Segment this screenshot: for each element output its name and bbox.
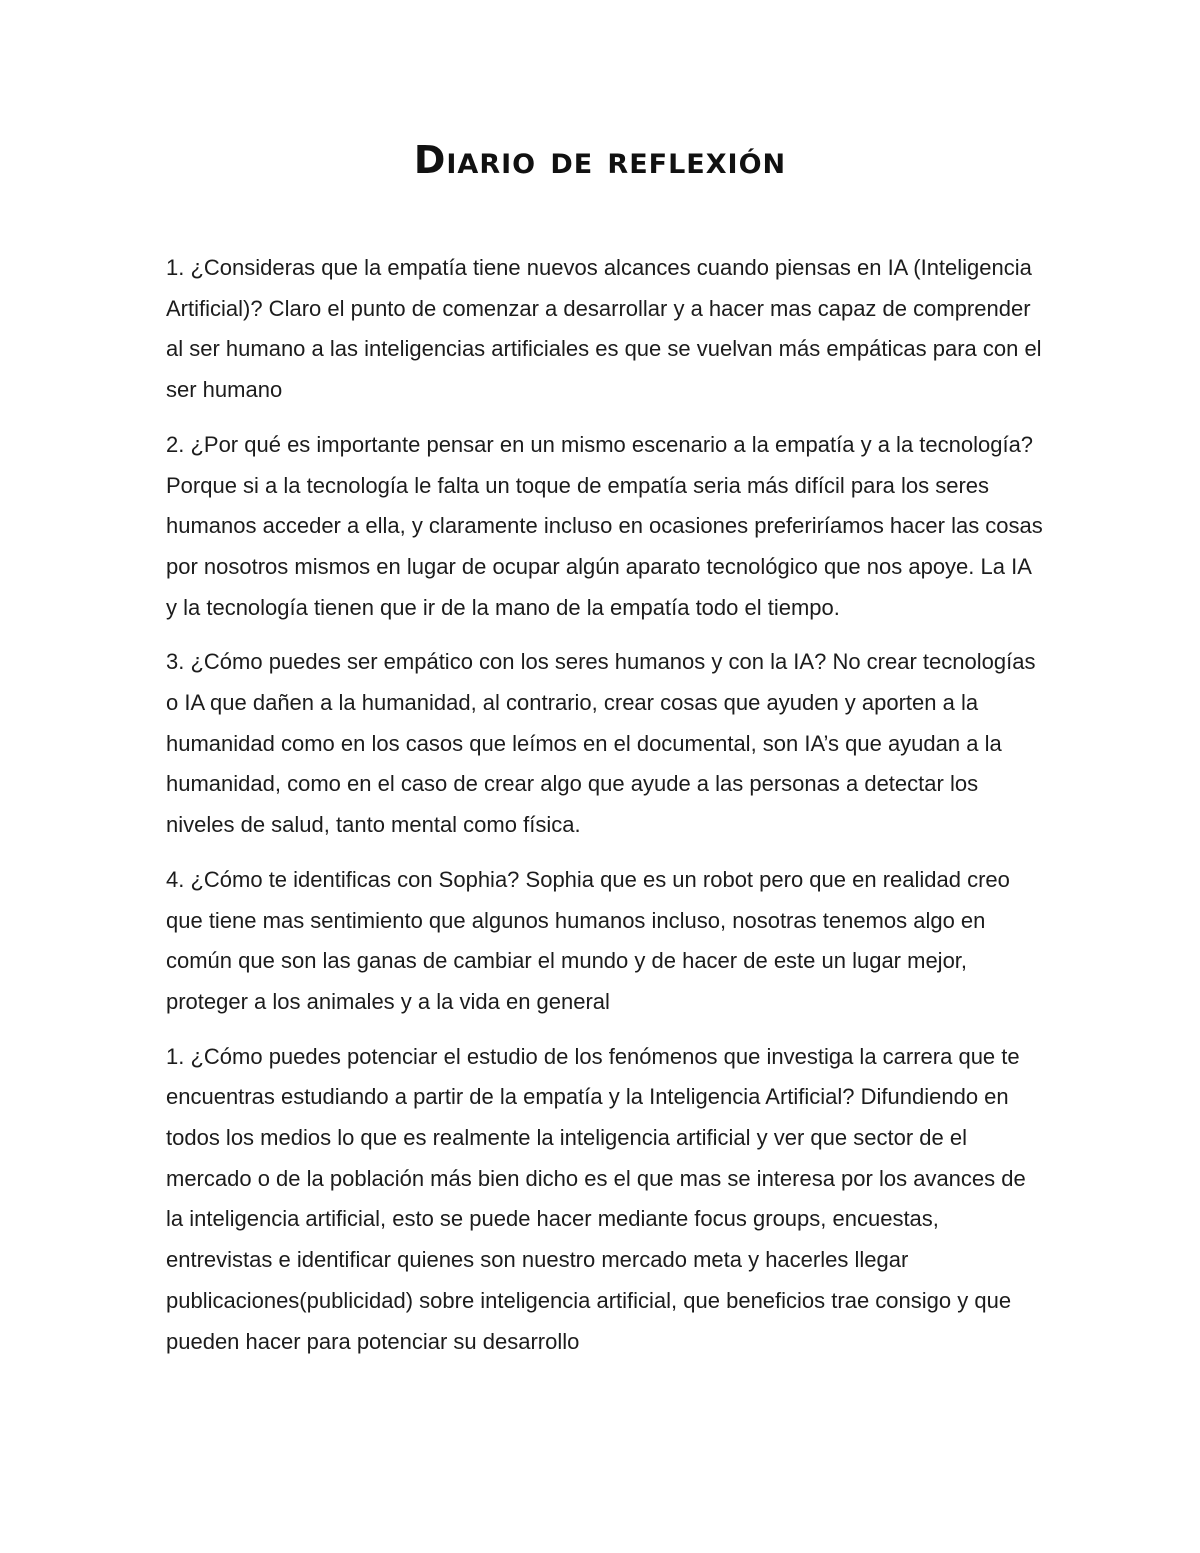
paragraph-question-1: 1. ¿Consideras que la empatía tiene nuevos alcances cuando piensas en IA (Inteligencia Artificial)? Claro el punto de comenzar a desarrollar y a hacer mas capaz de comprender al ser humano a las inteligencias artificiales es que se vuelvan más empáticas para con el ser humano: [166, 255, 1042, 403]
document-body: [166, 248, 1046, 1376]
paragraph-question-3: 3. ¿Cómo puedes ser empático con los seres humanos y con la IA? No crear tecnologías o IA que dañen a la humanidad, al contrario, crear cosas que ayuden y aporten a la humanidad como en los casos que leímos en el documental, son IA’s que ayudan a la humanidad, como en el caso de crear algo que ayude a las personas a detectar los niveles de salud, tanto mental como física.: [166, 649, 1036, 838]
page-title: Diario de reflexión: [413, 138, 787, 182]
paragraph-question-5: 1. ¿Cómo puedes potenciar el estudio de los fenómenos que investiga la carrera que te encuentras estudiando a partir de la empatía y la Inteligencia Artificial? Difundiendo en todos los medios lo que es realmente la inteligencia artificial y ver que sector de el mercado o de la población más bien dicho es el que mas se interesa por los avances de la inteligencia artificial, esto se puede hacer mediante focus groups, encuestas, entrevistas e identificar quienes son nuestro mercado meta y hacerles llegar publicaciones(publicidad) sobre inteligencia artificial, que beneficios trae consigo y que pueden hacer para potenciar su desarrollo: [166, 1043, 1026, 1354]
paragraph-question-4: 4. ¿Cómo te identificas con Sophia? Sophia que es un robot pero que en realidad creo que tiene mas sentimiento que algunos humanos incluso, nosotras tenemos algo en común que son las ganas de cambiar el mundo y de hacer de este un lugar mejor, proteger a los animales y a la vida en general: [166, 866, 1010, 1014]
paragraph-question-2: 2. ¿Por qué es importante pensar en un mismo escenario a la empatía y a la tecnología? Porque si a la tecnología le falta un toque de empatía seria más difícil para los seres humanos acceder a ella, y claramente incluso en ocasiones preferiríamos hacer las cosas por nosotros mismos en lugar de ocupar algún aparato tecnológico que nos apoye. La IA y la tecnología tienen que ir de la mano de la empatía todo el tiempo.: [166, 431, 1043, 620]
